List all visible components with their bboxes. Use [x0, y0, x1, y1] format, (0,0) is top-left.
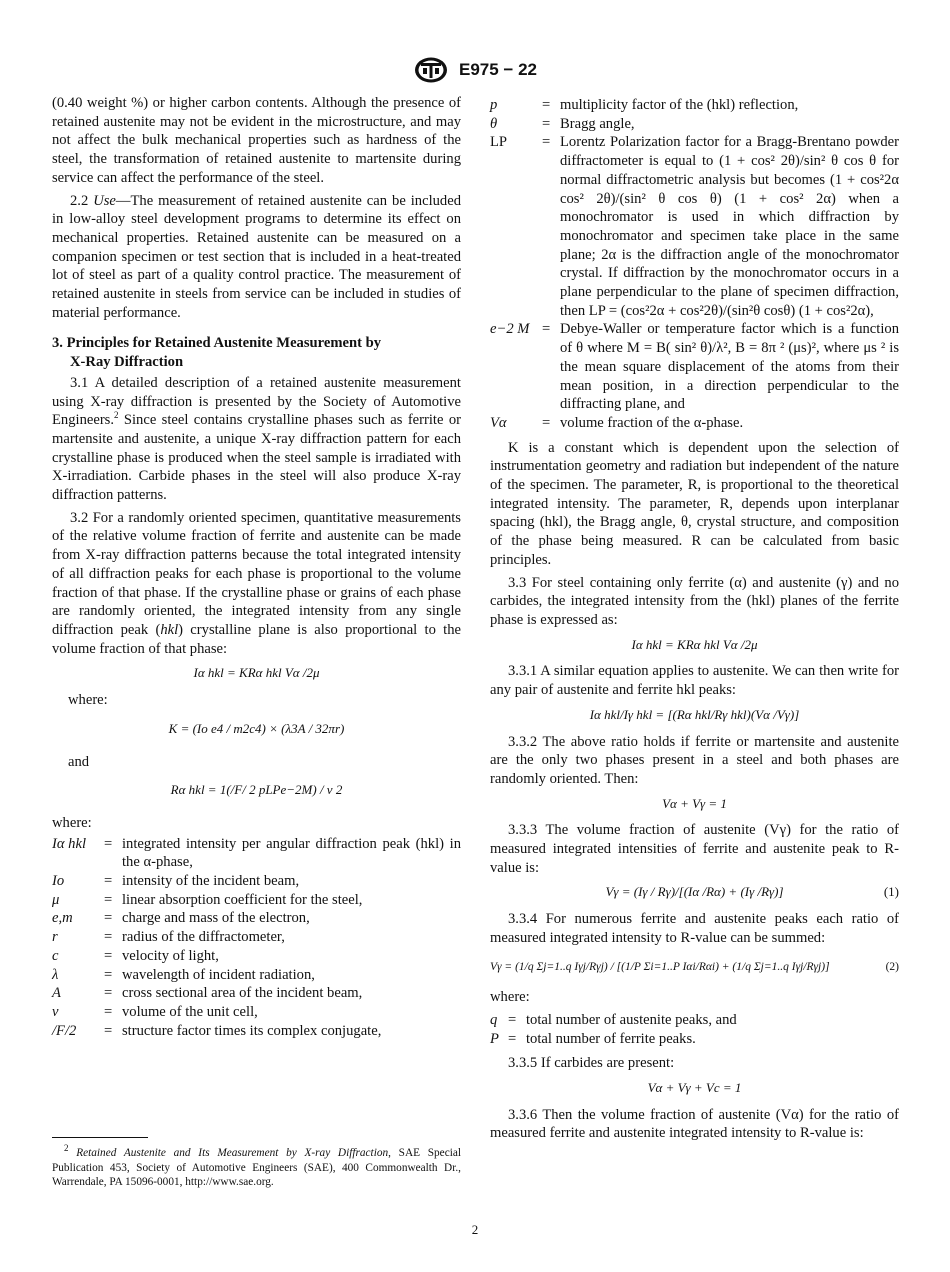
right-column [490, 94, 899, 1147]
equation-3-3-1: Iα hkl/Iγ hkl = [(Rα hkl/Rγ hkl)(Vα /Vγ)] [589, 706, 800, 722]
def-symbol: /F/2 [52, 1022, 77, 1039]
def-symbol: μ [52, 891, 60, 908]
equation-number: (2) [885, 960, 899, 973]
def-symbol: q [490, 1011, 498, 1028]
and-label: and [68, 753, 90, 770]
section-3-heading: 3. Principles for Retained Austenite Measurement by X-Ray Diffraction [52, 335, 382, 371]
footnote [52, 1143, 461, 1190]
def-text: intensity of the incident beam, [122, 873, 300, 890]
standard-designation: E975 − 22 [459, 60, 537, 79]
def-text: structure factor times its complex conjugate, [122, 1022, 382, 1039]
paragraph-3-1: 3.1 A detailed description of a retained austenite measurement using X-ray diffraction is presented by the Society of Automotive Engineers.$^2$ Since steel contains crystalline phases such as ferrite or martensite and austenite, a unique X-ray diffraction pattern for each crystalline phase is produced when the steel sample is irradiated with X-irradiation. Carbide phases in the steel will also produce X-ray diffraction patterns. [52, 374, 461, 504]
def-symbol: P [490, 1030, 499, 1047]
equation-1: Vγ = (Iγ / Rγ)/[(Iα /Rα) + (Iγ /Rγ)] (1) [490, 883, 899, 902]
equation-r: Rα hkl = 1(/F/ 2 pLPe−2M) / v 2 [170, 782, 343, 798]
paragraph-continued: (0.40 weight %) or higher carbon contents. Although the presence of retained austenite may not be evident in the microstructure, and may not affect the bulk mechanical properties such as hardness of the steel, the transformation of retained austenite to martensite during service can affect the performance of the steel. [52, 95, 461, 186]
equation-3-3-2: Vα + Vγ = 1 [662, 795, 727, 811]
footnote-text: , SAE Special Publication 453, Society of Automotive Engineers (SAE), 400 Commonwealth Dr., Warrendale, PA 15096-0001, http://www.sae.org. [52, 1147, 461, 1188]
def-symbol: c [52, 947, 59, 964]
astm-logo-icon [413, 56, 449, 84]
where-label: where: [68, 692, 108, 709]
where-label-2: where: [52, 814, 92, 831]
def-text: total number of ferrite peaks. [526, 1030, 696, 1047]
left-definitions: Iα hkl = integrated intensity per angular diffraction peak (hkl) in the α-phase, Io = intensity of the incident beam, μ = linear absorption coefficient for the steel, e,m = charge and mass of the electron, r = radius of the diffractometer, c = velocity of light, λ = wavelength of incident radiation, A = cross sectional area of the incident beam, v = volume of the unit cell, /F/2 = structure factor times its complex conjugate, [52, 835, 461, 1039]
def-text: total number of austenite peaks, and [526, 1011, 737, 1028]
right-definitions: p = multiplicity factor of the (hkl) reflection, θ = Bragg angle, LP = Lorentz Polarization factor for a Bragg-Brentano powder diffractometer is equal to (1 + cos² 2θ)/sin² θ cos θ for normal diffractometric analysis but becomes (1 + cos²2α cos² 2θ)/(sin² θ cos θ) (1 + cos² 2α) when a monochromator is used in which diffraction by monochromator and specimen take place in the same plane; 2α is the diffraction angle of the monochromator crystal. If diffraction by the monochromator occurs in a plane perpendicular to the plane of specimen diffraction, then LP = (cos²2α + cos²2θ)/(sin²θ cosθ) (1 + cos²2α), e−2 M = Debye-Waller or temperature factor which is a function of θ where M = B( sin² θ)/λ², B = 8π ² (μs)², where μs ² is the mean square displacement of the atoms from their mean position, in a direction perpendicular to the diffracting plane, and Vα = volume fraction of the α-phase. [490, 97, 899, 431]
def-text: linear absorption coefficient for the steel, [122, 891, 363, 908]
equation-3-3: Iα hkl = KRα hkl Vα /2μ [631, 636, 758, 652]
def-text: wavelength of incident radiation, [122, 966, 315, 983]
def-text: charge and mass of the electron, [122, 910, 310, 927]
paragraph-3-3-6: 3.3.6 Then the volume fraction of austenite (Vα) for the ratio of measured ferrite and austenite integrated intensity to R-value is: [490, 1106, 899, 1142]
def-symbol: p [490, 97, 498, 113]
def-text: Debye-Waller or temperature factor which is a function of θ where M = B( sin² θ)/λ², B = 8π ² (μs)², where μs ² is the mean square displacement of the atoms from their mean position, in a direction perpendicular to the diffracting plane, and [560, 321, 899, 413]
def-text: Bragg angle, [560, 115, 635, 132]
left-column [52, 94, 461, 1046]
equation-intensity: Iα hkl = KRα hkl Vα /2μ [193, 665, 320, 681]
paragraph-3-3-3: 3.3.3 The volume fraction of austenite (Vγ) for the ratio of measured integrated intensities of ferrite and austenite peak to R-value is: [490, 822, 899, 876]
footnote-mark: 2 [64, 1143, 69, 1154]
equation-number: (1) [883, 884, 899, 900]
def-symbol: r [52, 929, 58, 946]
def-symbol: e−2 M [490, 321, 530, 338]
page-header [0, 56, 950, 84]
paragraph-3-3-2: 3.3.2 The above ratio holds if ferrite or martensite and austenite are the only two phases present in a steel and both phases are randomly oriented. Then: [490, 733, 899, 787]
footnote-title: Retained Austenite and Its Measurement by X-ray Diffraction [76, 1147, 389, 1159]
page-number: 2 [471, 1222, 479, 1237]
def-symbol: Vα [490, 414, 507, 431]
paragraph-3-3-5: 3.3.5 If carbides are present: [508, 1055, 675, 1072]
def-text: cross sectional area of the incident beam, [122, 985, 363, 1002]
footnote-rule [52, 1137, 148, 1138]
def-text: multiplicity factor of the (hkl) reflection, [560, 97, 799, 113]
def-text: integrated intensity per angular diffraction peak (hkl) in the α-phase, [122, 835, 461, 871]
paragraph-k: K is a constant which is dependent upon the selection of instrumentation geometry and radiation but independent of the nature of the specimen. The parameter, R, is proportional to the theoretical integrated intensity. The parameter, R, depends upon interplanar spacing (hkl), the Bragg angle, θ, crystal structure, and composition of the phase being measured. R can be calculated from basic principles. [490, 439, 899, 568]
def-text: velocity of light, [122, 947, 219, 964]
def-text: radius of the diffractometer, [122, 929, 285, 946]
def-symbol: LP [490, 134, 508, 151]
def-symbol: Io [52, 873, 65, 890]
where-label-3: where: [490, 989, 530, 1006]
def-text: volume of the unit cell, [122, 1003, 258, 1020]
paragraph-3-3: 3.3 For steel containing only ferrite (α) and austenite (γ) and no carbides, the integrated intensity from the (hkl) planes of the ferrite phase is expressed as: [490, 574, 899, 628]
equation-3-3-5: Vα + Vγ + Vc = 1 [647, 1080, 742, 1096]
def-text: Lorentz Polarization factor for a Bragg-Brentano powder diffractometer is equal to (1 + cos² 2θ)/sin² θ cos θ for normal diffractometric analysis but becomes (1 + cos²2α cos² 2θ)/(sin² θ cos θ) (1 + cos² 2α) when a monochromator is used in which diffraction by monochromator and specimen take place in the same plane; 2α is the diffraction angle of the monochromator crystal. If diffraction by the monochromator occurs in a plane perpendicular to the plane of specimen diffraction, then LP = (cos²2α + cos²2θ)/(sin²θ cosθ) (1 + cos²2α), [560, 134, 899, 319]
footnote-ref: 2 [114, 410, 119, 421]
def-symbol: θ [490, 115, 498, 132]
def-symbol: λ [52, 966, 59, 983]
paragraph-2-2: 2.2 Use—The measurement of retained austenite can be included in low-alloy steel development programs to determine its effect on mechanical properties. Retained austenite can be measured on a companion specimen or test section that is included in a heat-treated lot of steel as part of a quality control practice. The measurement of retained austenite in steels from service can be included in studies of material performance. [52, 192, 462, 321]
paragraph-3-2: 3.2 For a randomly oriented specimen, quantitative measurements of the relative volume fraction of ferrite and austenite can be made from X-ray diffraction patterns because the total integrated intensity of all diffraction peaks for each phase is proportional to the volume fraction of that phase. If the crystalline phase or grains of each phase are randomly oriented, the integrated intensity from any single diffraction peak (hkl) crystalline plane is also proportional to the volume fraction of that phase: [52, 509, 461, 657]
def-symbol: A [52, 985, 61, 1002]
use-term: Use [93, 192, 116, 209]
def-symbol: v [52, 1003, 59, 1020]
peak-definitions: q = total number of austenite peaks, and P = total number of ferrite peaks. [490, 1011, 899, 1048]
def-text: volume fraction of the α-phase. [560, 414, 744, 431]
paragraph-3-3-4: 3.3.4 For numerous ferrite and austenite peaks each ratio of measured integrated intensity to R-value can be summed: [490, 911, 899, 946]
equation-2: Vγ = (1/q Σj=1..q Iγj/Rγj) / [(1/P Σi=1..P Iαi/Rαi) + (1/q Σj=1..q Iγj/Rγj)] (2) [490, 958, 899, 977]
equation-k: K = (Io e4 / m2c4) × (λ3A / 32πr) [168, 720, 345, 736]
paragraph-3-3-1: 3.3.1 A similar equation applies to austenite. We can then write for any pair of austenite and ferrite hkl peaks: [490, 663, 899, 699]
def-symbol: e,m [52, 910, 73, 927]
def-symbol: Iα hkl [52, 835, 86, 852]
